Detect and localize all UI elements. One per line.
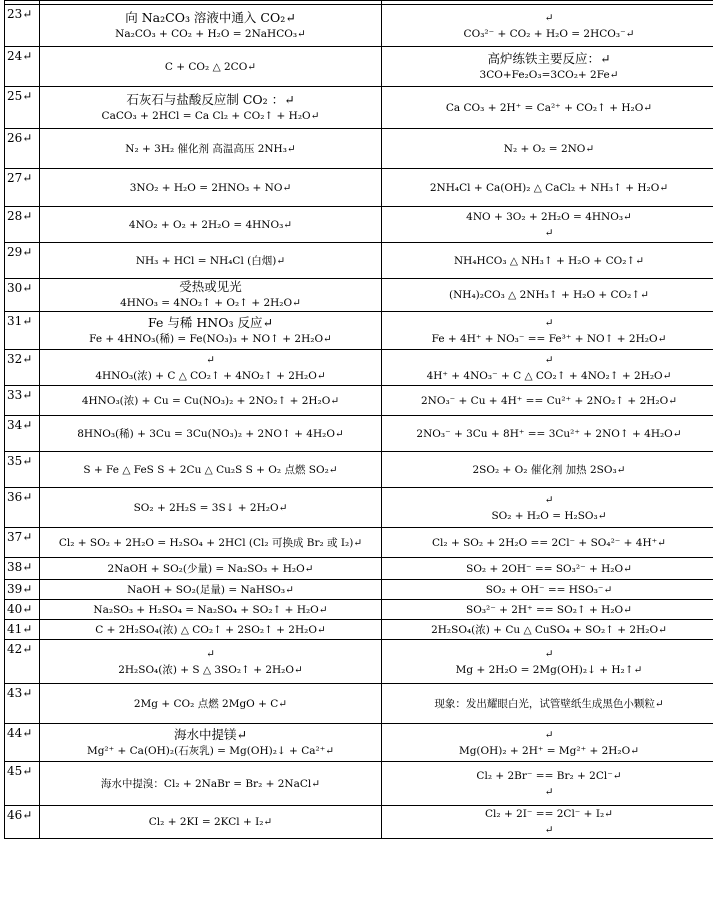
table-row	[5, 279, 713, 312]
ionic-equation-line: N₂ + O₂ = 2NO↵	[503, 142, 595, 155]
table-row	[5, 762, 713, 806]
ionic-equation-line: (NH₄)₂CO₃ △ 2NH₃↑ + H₂O + CO₂↑↵	[449, 289, 649, 301]
ionic-equation-cell	[382, 640, 713, 684]
reaction-equation-line: NaOH + SO₂(足量) = NaHSO₃↵	[127, 583, 294, 596]
row-number: 23↵	[5, 5, 40, 47]
reaction-equation-line: C + CO₂ △ 2CO↵	[164, 60, 257, 73]
reaction-equation-line: Mg²⁺ + Ca(OH)₂(石灰乳) = Mg(OH)₂↓ + Ca²⁺↵	[86, 744, 335, 757]
ionic-equation-cell	[382, 87, 713, 129]
reaction-equation-line: Cl₂ + 2KI = 2KCl + I₂↵	[148, 816, 273, 828]
row-number: 36↵	[5, 488, 40, 528]
ionic-equation-cell	[382, 243, 713, 279]
ionic-equation-line: 高炉练铁主要反应：↵	[487, 50, 611, 66]
reaction-equation-line: 海水中提溴：Cl₂ + 2NaBr = Br₂ + 2NaCl↵	[100, 777, 321, 790]
reaction-equation-cell	[40, 386, 382, 416]
ionic-equation-line: CO₃²⁻ + CO₂ + H₂O = 2HCO₃⁻↵	[463, 27, 635, 40]
row-number: 31↵	[5, 312, 40, 350]
reaction-equation-line: NH₃ + HCl = NH₄Cl (白烟)↵	[135, 254, 286, 267]
row-number: 28↵	[5, 207, 40, 243]
table-row	[5, 87, 713, 129]
row-number: 25↵	[5, 87, 40, 129]
reaction-equation-line: Na₂SO₃ + H₂SO₄ = Na₂SO₄ + SO₂↑ + H₂O↵	[93, 603, 328, 616]
ionic-equation-line: SO₂ + OH⁻ == HSO₃⁻↵	[485, 583, 613, 596]
reaction-equation-line: 石灰石与盐酸反应制 CO₂ ：↵	[126, 91, 295, 107]
ionic-equation-line: ↵	[544, 493, 554, 506]
table-row	[5, 558, 713, 580]
row-number: 42↵	[5, 640, 40, 684]
reaction-equation-line: 3NO₂ + H₂O = 2HNO₃ + NO↵	[129, 181, 292, 194]
row-number: 30↵	[5, 279, 40, 312]
reaction-equation-line: 4NO₂ + O₂ + 2H₂O = 4HNO₃↵	[128, 218, 293, 231]
reaction-equation-line: 海水中提镁↵	[174, 726, 247, 742]
row-number: 38↵	[5, 558, 40, 580]
ionic-equation-line: 2H₂SO₄(浓) + Cu △ CuSO₄ + SO₂↑ + 2H₂O↵	[431, 623, 667, 636]
reaction-equation-cell	[40, 279, 382, 312]
reaction-equation-cell	[40, 640, 382, 684]
ionic-equation-cell	[382, 724, 713, 762]
reaction-equation-line: 受热或见光	[179, 279, 242, 294]
table-row	[5, 129, 713, 169]
ionic-equation-cell	[382, 279, 713, 312]
row-number: 27↵	[5, 169, 40, 207]
reaction-equation-cell	[40, 47, 382, 87]
reaction-equation-cell	[40, 684, 382, 724]
row-number: 46↵	[5, 806, 40, 839]
row-number: 44↵	[5, 724, 40, 762]
table-row	[5, 350, 713, 386]
reaction-equation-line: 4HNO₃(浓) + Cu = Cu(NO₃)₂ + 2NO₂↑ + 2H₂O↵	[81, 394, 340, 407]
table-row	[5, 312, 713, 350]
ionic-equation-line: SO₃²⁻ + 2H⁺ == SO₂↑ + H₂O↵	[466, 603, 632, 616]
row-number: 26↵	[5, 129, 40, 169]
reaction-equation-cell	[40, 243, 382, 279]
ionic-equation-line: NH₄HCO₃ △ NH₃↑ + H₂O + CO₂↑↵	[453, 254, 645, 267]
ionic-equation-line: 4NO + 3O₂ + 2H₂O = 4HNO₃↵	[466, 210, 632, 223]
ionic-equation-line: SO₂ + 2OH⁻ == SO₃²⁻ + H₂O↵	[466, 562, 632, 575]
table-row	[5, 207, 713, 243]
reaction-equation-cell	[40, 806, 382, 839]
row-number: 37↵	[5, 528, 40, 558]
reaction-equation-line: 2Mg + CO₂ 点燃 2MgO + C↵	[133, 697, 288, 710]
table-row	[5, 5, 713, 47]
reaction-equation-line: C + 2H₂SO₄(浓) △ CO₂↑ + 2SO₂↑ + 2H₂O↵	[95, 623, 326, 636]
ionic-equation-line: 2NO₃⁻ + Cu + 4H⁺ == Cu²⁺ + 2NO₂↑ + 2H₂O↵	[420, 394, 678, 407]
table-row	[5, 416, 713, 452]
reaction-equation-cell	[40, 207, 382, 243]
table-row	[5, 580, 713, 600]
reaction-equation-line: CaCO₃ + 2HCl = Ca Cl₂ + CO₂↑ + H₂O↵	[101, 109, 320, 122]
table-row	[5, 684, 713, 724]
row-number: 43↵	[5, 684, 40, 724]
ionic-equation-line: Cl₂ + SO₂ + 2H₂O == 2Cl⁻ + SO₄²⁻ + 4H⁺↵	[432, 536, 666, 549]
reaction-equation-line: Fe + 4HNO₃(稀) = Fe(NO₃)₃ + NO↑ + 2H₂O↵	[89, 332, 332, 345]
table-row	[5, 528, 713, 558]
ionic-equation-line: Ca CO₃ + 2H⁺ = Ca²⁺ + CO₂↑ + H₂O↵	[445, 101, 653, 114]
reaction-equation-cell	[40, 558, 382, 580]
ionic-equation-cell	[382, 312, 713, 350]
reaction-equation-cell	[40, 488, 382, 528]
reaction-equation-line: 2H₂SO₄(浓) + S △ 3SO₂↑ + 2H₂O↵	[118, 663, 303, 676]
ionic-equation-cell	[382, 488, 713, 528]
ionic-equation-line: ↵	[544, 226, 554, 239]
reaction-equation-line: ↵	[206, 647, 215, 660]
ionic-equation-line: ↵	[544, 824, 554, 836]
ionic-equation-line: Fe + 4H⁺ + NO₃⁻ == Fe³⁺ + NO↑ + 2H₂O↵	[431, 332, 667, 345]
reaction-equation-cell	[40, 620, 382, 640]
reaction-equation-line: N₂ + 3H₂ 催化剂 高温高压 2NH₃↵	[125, 142, 296, 155]
table-row	[5, 600, 713, 620]
ionic-equation-line: ↵	[544, 728, 554, 741]
ionic-equation-cell	[382, 207, 713, 243]
reaction-equation-cell	[40, 5, 382, 47]
reaction-equation-line: 4HNO₃(浓) + C △ CO₂↑ + 4NO₂↑ + 2H₂O↵	[95, 369, 326, 382]
table-row	[5, 169, 713, 207]
reaction-equation-cell	[40, 724, 382, 762]
ionic-equation-line: 2SO₂ + O₂ 催化剂 加热 2SO₃↵	[472, 463, 626, 476]
table-row	[5, 488, 713, 528]
ionic-equation-line: ↵	[544, 353, 554, 366]
reaction-equation-line: 2NaOH + SO₂(少量) = Na₂SO₃ + H₂O↵	[107, 562, 314, 575]
ionic-equation-cell	[382, 169, 713, 207]
row-number: 33↵	[5, 386, 40, 416]
reaction-equation-cell	[40, 350, 382, 386]
ionic-equation-cell	[382, 47, 713, 87]
table-row	[5, 243, 713, 279]
reaction-equation-cell	[40, 600, 382, 620]
ionic-equation-cell	[382, 528, 713, 558]
row-number: 34↵	[5, 416, 40, 452]
table-row	[5, 724, 713, 762]
reaction-equation-line: 向 Na₂CO₃ 溶液中通入 CO₂↵	[125, 9, 296, 25]
reaction-equation-cell	[40, 312, 382, 350]
ionic-equation-line: Mg(OH)₂ + 2H⁺ = Mg²⁺ + 2H₂O↵	[458, 744, 640, 757]
ionic-equation-cell	[382, 684, 713, 724]
table-row	[5, 806, 713, 839]
ionic-equation-cell	[382, 620, 713, 640]
ionic-equation-cell	[382, 386, 713, 416]
row-number: 32↵	[5, 350, 40, 386]
reaction-equation-line: S + Fe △ FeS S + 2Cu △ Cu₂S S + O₂ 点燃 SO₂↵	[83, 463, 338, 476]
ionic-equation-line: SO₂ + H₂O = H₂SO₃↵	[491, 509, 607, 522]
row-number: 45↵	[5, 762, 40, 806]
ionic-equation-line: Cl₂ + 2I⁻ == 2Cl⁻ + I₂↵	[485, 808, 613, 820]
table-row	[5, 452, 713, 488]
reaction-equation-cell	[40, 416, 382, 452]
ionic-equation-line: 3CO+Fe₂O₃=3CO₂+ 2Fe↵	[479, 68, 619, 81]
reaction-equation-line: SO₂ + 2H₂S = 3S↓ + 2H₂O↵	[133, 501, 288, 514]
table-row	[5, 47, 713, 87]
table-row	[5, 640, 713, 684]
reaction-equation-cell	[40, 169, 382, 207]
reaction-equation-line: 8HNO₃(稀) + 3Cu = 3Cu(NO₃)₂ + 2NO↑ + 4H₂O↵	[77, 427, 344, 440]
reaction-equation-line: ↵	[206, 353, 215, 366]
reaction-equation-line: 4HNO₃ = 4NO₂↑ + O₂↑ + 2H₂O↵	[120, 297, 301, 309]
ionic-equation-line: ↵	[544, 316, 554, 329]
reaction-equation-line: Fe 与稀 HNO₃ 反应↵	[148, 314, 273, 330]
ionic-equation-line: 现象：发出耀眼白光，试管壁纸生成黑色小颗粒↵	[434, 697, 664, 710]
ionic-equation-line: Cl₂ + 2Br⁻ == Br₂ + 2Cl⁻↵	[476, 769, 622, 782]
ionic-equation-line: ↵	[544, 785, 554, 798]
ionic-equation-cell	[382, 580, 713, 600]
ionic-equation-cell	[382, 5, 713, 47]
row-number: 24↵	[5, 47, 40, 87]
ionic-equation-line: ↵	[544, 11, 554, 24]
ionic-equation-cell	[382, 600, 713, 620]
ionic-equation-cell	[382, 452, 713, 488]
ionic-equation-cell	[382, 558, 713, 580]
equations-table	[4, 0, 713, 839]
reaction-equation-cell	[40, 528, 382, 558]
ionic-equation-cell	[382, 350, 713, 386]
reaction-equation-cell	[40, 129, 382, 169]
table-row	[5, 620, 713, 640]
ionic-equation-line: ↵	[544, 647, 554, 660]
row-number: 40↵	[5, 600, 40, 620]
ionic-equation-line: Mg + 2H₂O = 2Mg(OH)₂↓ + H₂↑↵	[455, 663, 643, 676]
row-number: 39↵	[5, 580, 40, 600]
reaction-equation-cell	[40, 762, 382, 806]
ionic-equation-line: 2NO₃⁻ + 3Cu + 8H⁺ == 3Cu²⁺ + 2NO↑ + 4H₂O↵	[416, 427, 682, 440]
ionic-equation-cell	[382, 762, 713, 806]
reaction-equation-cell	[40, 580, 382, 600]
reaction-equation-line: Cl₂ + SO₂ + 2H₂O = H₂SO₄ + 2HCl (Cl₂ 可换成 Br₂ 或 I₂)↵	[58, 536, 363, 549]
ionic-equation-cell	[382, 416, 713, 452]
ionic-equation-cell	[382, 806, 713, 839]
table-row	[5, 386, 713, 416]
ionic-equation-line: 2NH₄Cl + Ca(OH)₂ △ CaCl₂ + NH₃↑ + H₂O↵	[429, 181, 669, 194]
row-number: 41↵	[5, 620, 40, 640]
ionic-equation-line: 4H⁺ + 4NO₃⁻ + C △ CO₂↑ + 4NO₂↑ + 2H₂O↵	[426, 369, 672, 382]
ionic-equation-cell	[382, 129, 713, 169]
reaction-equation-cell	[40, 452, 382, 488]
row-number: 35↵	[5, 452, 40, 488]
reaction-equation-line: Na₂CO₃ + CO₂ + H₂O = 2NaHCO₃↵	[115, 27, 306, 40]
row-number: 29↵	[5, 243, 40, 279]
reaction-equation-cell	[40, 87, 382, 129]
